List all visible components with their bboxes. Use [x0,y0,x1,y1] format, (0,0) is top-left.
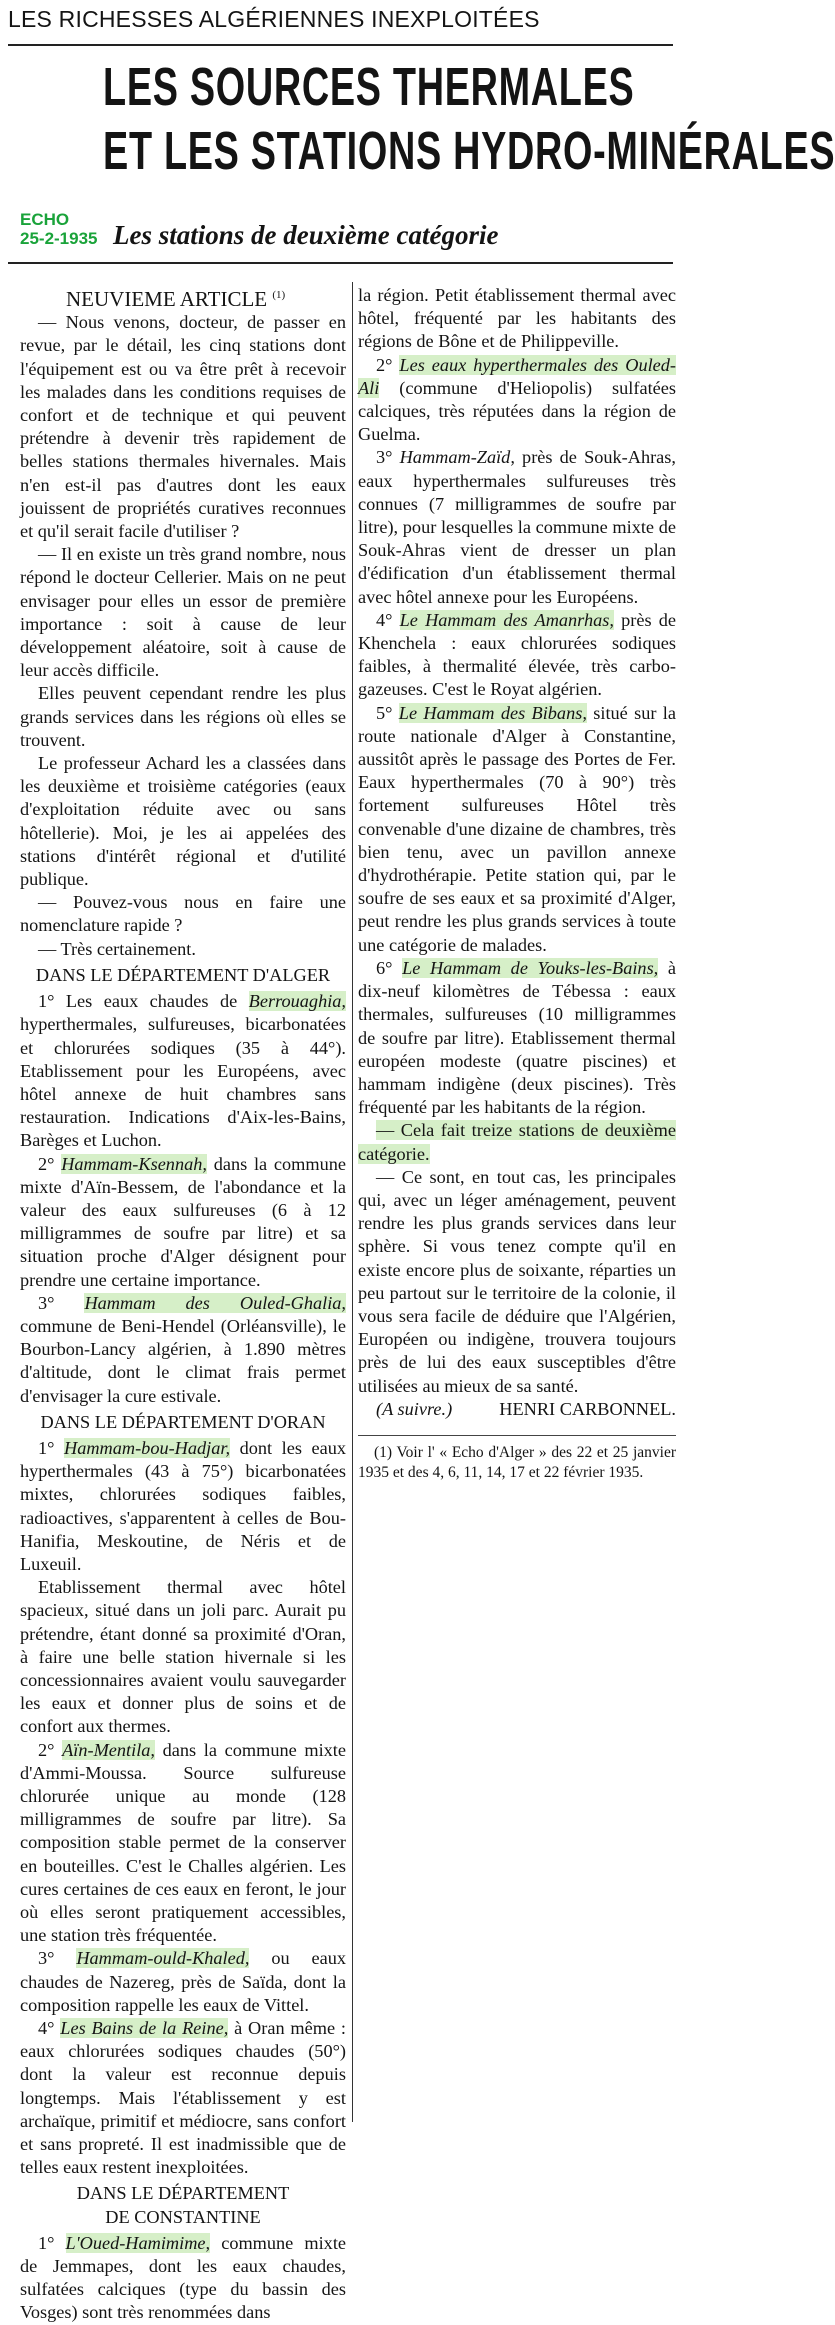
station-name: Le Hammam de Youks-les-Bains, [402,957,659,978]
headline-line-2: ET LES STATIONS HYDRO-MINÉRALES [103,121,835,181]
station-name: Hammam-bou-Hadjar, [64,1437,231,1458]
dept-heading-oran: DANS LE DÉPARTEMENT D'ORAN [40,1411,326,1432]
paragraph: Etablissement thermal avec hôtel spacieux, situé dans un joli parc. Aurait pu prétendre, étant donné sa proximité d'Oran, à faire une belle station hivernale si les concessionnaires avaient voulu sauvegarder les eaux et donner plus de soins et de confort aux thermes. [20,1577,346,1737]
footnote-text: (1) Voir l' « Echo d'Alger » des 22 et 25 janvier 1935 et des 4, 6, 11, 14, 17 et 22 février 1935. [358,1444,676,1481]
station-entry: 4° Le Hammam des Amanrhas, près de Khenchela : eaux chlorurées sodiques faibles, à thermalité élevée, très carbo-gazeuses. C'est le Royat algérien. [358,609,676,700]
paragraph-highlight: — Cela fait treize stations de deuxième catégorie. [358,1120,676,1164]
right-column [358,284,676,1421]
paragraph: — Très certainement. [38,938,196,959]
paragraph: — Ce sont, en tout cas, les principales qui, avec un léger aménagement, peuvent rendre les plus grands services dans leur sphère. Si vous tenez compte qu'il en existe encore plus de soixante, réparties un peu partout sur le territoire de la colonie, il vous sera facile de déduire que l'Algérien, Européen ou indigène, trouvera toujours près de lui des eaux susceptibles d'être utilisées au mieux de sa santé. [358,1166,676,1396]
section-kicker: LES RICHESSES ALGÉRIENNES INEXPLOITÉES [8,6,540,32]
dept-heading-alger: DANS LE DÉPARTEMENT D'ALGER [35,964,331,985]
station-name: Les eaux hyperthermales des Ouled-Ali [358,354,677,398]
station-name: Berrouaghia, [248,991,346,1012]
station-name: Le Hammam des Bibans, [398,702,587,723]
archive-stamp [20,210,98,248]
station-name: L'Oued-Hamimime, [65,2232,211,2253]
footnote [358,1443,676,1482]
paragraph: Le professeur Achard les a classées dans les deuxième et troisième catégories (eaux d'exploitation réduite avec ou sans hôtellerie). Moi, je les ai appelées des stations d'intérêt régional et d'utilité publique. [20,753,346,890]
station-name: Les Bains de la Reine, [60,2018,229,2039]
station-name: Hammam des Ouled-Ghalia, [84,1292,347,1313]
column-divider [352,282,353,2122]
station-name: Hammam-ould-Khaled, [76,1948,250,1969]
paragraph: — Nous venons, docteur, de passer en revue, par le détail, les cinq stations dont l'équipement est ou va être prêt à recevoir les malades dans les conditions requises de confort et de technique et qui peuvent prétendre à devenir très rapidement de belles stations thermales hivernales. Mais n'en est-il pas d'autres dont les eaux jouissent de propriétés curatives reconnues et qu'il serait facile d'utiliser ? [20,312,346,542]
station-entry: 1° Hammam-bou-Hadjar, dont les eaux hyperthermales (43 à 75°) bicarbonatées mixtes, chlorurées sodiques faibles, radioactives, s'apparentent à celles de Bou-Hanifia, Meskoutine, de Néris et de Luxeuil. [20,1437,346,1574]
signature-line [358,1398,676,1421]
station-entry: 2° Hammam-Ksennah, dans la commune mixte d'Aïn-Bessem, de l'abondance et la valeur des eaux sulfureuses (6 à 12 milligrammes de soufre par litre) et sa situation proche d'Alger désignent pour prendre une certaine importance. [20,1153,346,1290]
paragraph: la région. Petit établissement thermal avec hôtel, fréquenté par les habitants des régions de Bône et de Philippeville. [358,285,676,352]
station-entry: 6° Le Hammam de Youks-les-Bains, à dix-neuf kilomètres de Tébessa : eaux thermales, sulfureuses (10 milligrammes de soufre par litre). Etablissement thermal européen modeste (quatre piscines) et hammam indigène (deux piscines). Très fréquenté par les habitants de la région. [358,957,676,1118]
dept-heading-constantine: DANS LE DÉPARTEMENT DE CONSTANTINE [76,2183,290,2227]
top-rule [8,44,673,46]
station-entry: 1° L'Oued-Hamimime, commune mixte de Jemmapes, dont les eaux chaudes, sulfatées calciques (type du bassin des Vosges) sont très renommées dans [20,2232,347,2323]
subheadline: Les stations de deuxième catégorie [113,220,499,250]
paragraph: — Il en existe un très grand nombre, nous répond le docteur Cellerier. Mais on ne peut envisager pour elles un essor de première importance : soit à cause de leur développement aléatoire, soit à cause de leur accès difficile. [20,544,346,681]
footnote-rule [358,1435,676,1436]
station-entry: 3° Hammam des Ouled-Ghalia, commune de Beni-Hendel (Orléansville), le Bourbon-Lancy algérien, à 1.890 mètres d'altitude, dont le climat frais permet d'envisager la cure estivale. [20,1292,347,1406]
station-name: Hammam-Zaïd, [399,447,515,468]
paragraph: — Pouvez-vous nous en faire une nomenclature rapide ? [20,892,346,936]
stamp-date: 25-2-1935 [20,229,98,248]
stamp-source: ECHO [20,210,70,229]
station-name: Hammam-Ksennah, [61,1153,207,1174]
station-entry: 2° Aïn-Mentila, dans la commune mixte d'Ammi-Moussa. Source sulfureuse chlorurée unique au monde (128 milligrammes de soufre par litre). Sa composition stable permet de la conserver en bouteilles. C'est le Challes algérien. Les cures certaines de ces eaux en feront, le jour où elles seront pratiquement accessibles, une station très fréquentée. [20,1739,346,1946]
station-name: Le Hammam des Amanrhas, [399,609,614,630]
station-name: Aïn-Mentila, [62,1739,155,1760]
station-entry: 1° Les eaux chaudes de Berrouaghia, hyperthermales, sulfureuses, bicarbonatées et chlorurées sodiques (35 à 44°). Etablissement pour les Européens, avec hôtel annexe de huit chambres sans restauration. Indications d'Aix-les-Bains, Barèges et Luchon. [20,991,346,1151]
station-entry: 3° Hammam-Zaïd, près de Souk-Ahras, eaux hyperthermales sulfureuses très connues (7 milligrammes de soufre par litre), pour lesquelles la commune mixte de Souk-Ahras vient de dresser un plan d'édification d'un établissement thermal avec hôtel annexe pour les Européens. [358,447,676,607]
station-entry: 2° Les eaux hyperthermales des Ouled-Ali (commune d'Heliopolis) sulfatées calciques, très réputées dans la région de Guelma. [358,354,677,445]
article-heading: NEUVIEME ARTICLE $^{(1)}$ [66,287,286,311]
author-signature: HENRI CARBONNEL. [499,1398,676,1419]
subhead-rule [8,262,673,264]
station-entry: 4° Les Bains de la Reine, à Oran même : eaux chlorurées sodiques chaudes (50°) dont la valeur est reconnue depuis longtemps. Mais l'établissement y est archaïque, primitif et médiocre, sans confort et sans propreté. Il est inadmissible que de telles eaux restent inexploitées. [20,2018,346,2178]
to-be-continued: (A suivre.) [376,1398,453,1419]
left-column [20,284,346,2325]
station-entry: 3° Hammam-ould-Khaled, ou eaux chaudes de Nazereg, près de Saïda, dont la composition rappelle les eaux de Vittel. [20,1948,346,2015]
headline-line-1: LES SOURCES THERMALES [103,57,635,117]
station-entry: 5° Le Hammam des Bibans, situé sur la route nationale d'Alger à Constantine, aussitôt après le passage des Portes de Fer. Eaux hyperthermales (70 à 90°) très fortement sulfureuses Hôtel très convenable d'une dizaine de chambres, très bien tenu, avec un pavillon annexe d'hydrothérapie. Petite station qui, par le soufre de ses eaux et sa proximité d'Alger, peut rendre les plus grands services à toute une catégorie de malades. [358,702,676,955]
paragraph: Elles peuvent cependant rendre les plus grands services dans les régions où elles se trouvent. [20,683,346,750]
